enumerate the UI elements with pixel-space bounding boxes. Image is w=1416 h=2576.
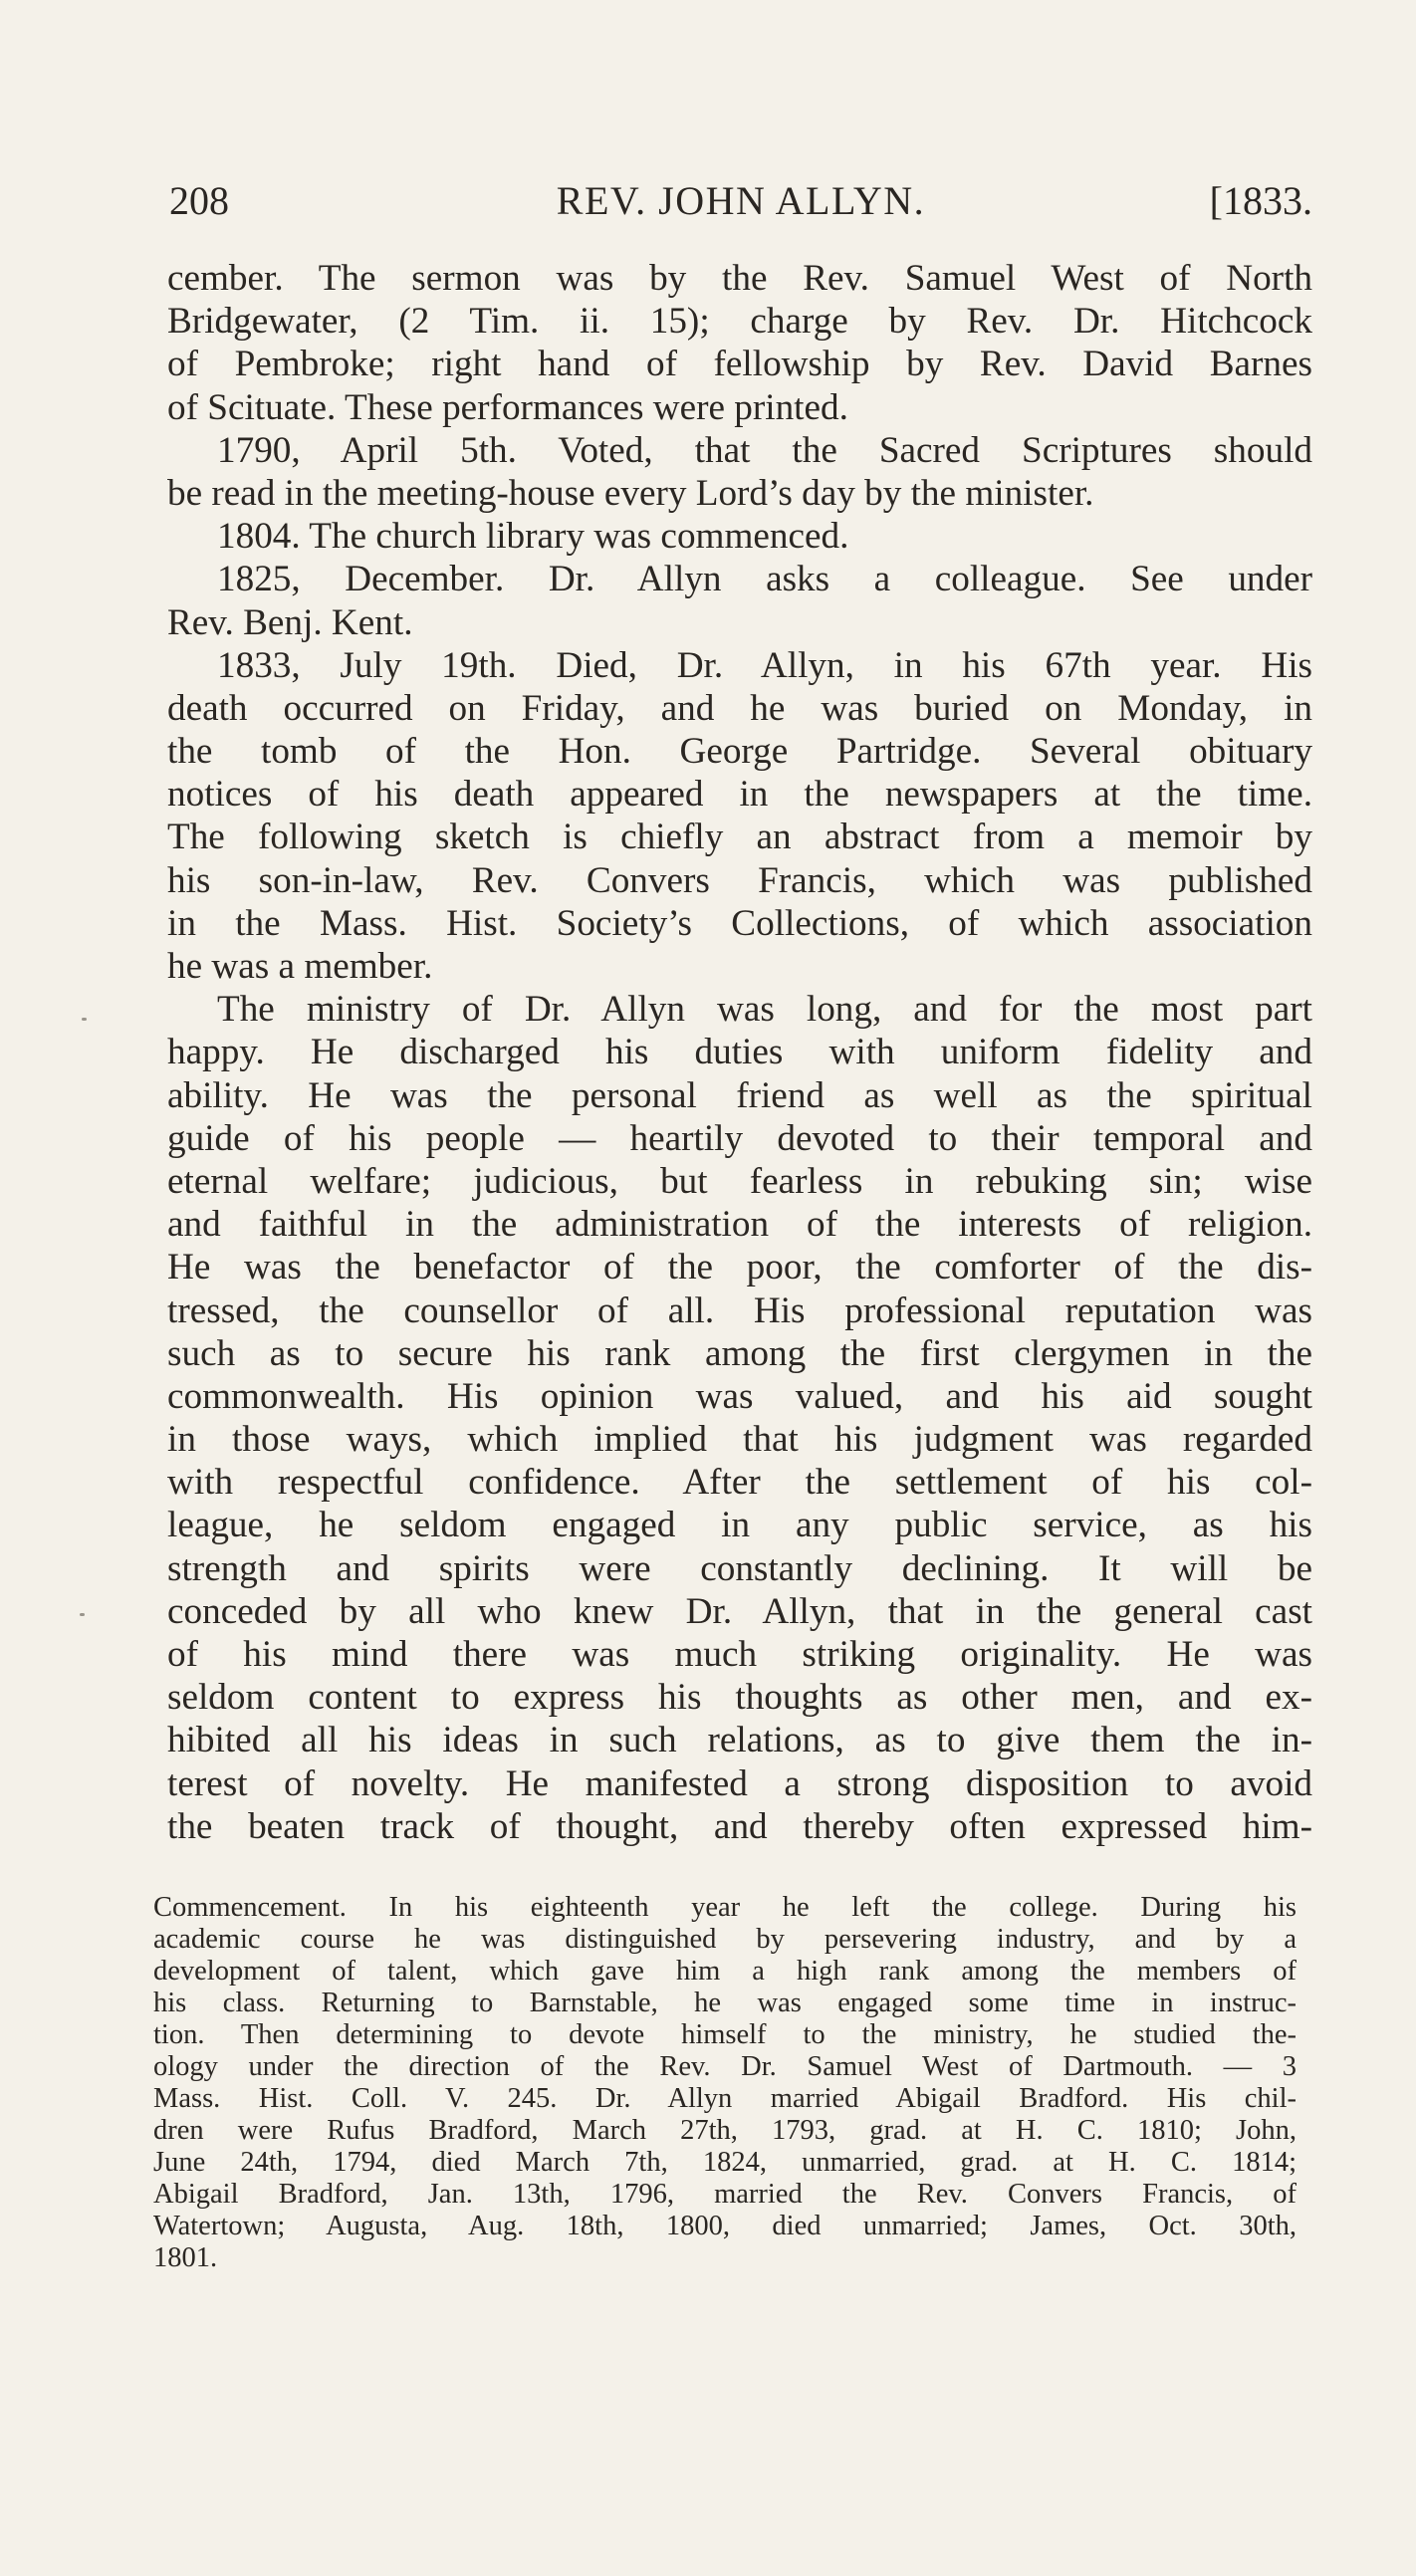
- footnote-line: tion. Then determining to devote himself to the ministry, he studied the-: [153, 2019, 1297, 2050]
- footnote-line: dren were Rufus Bradford, March 27th, 1793, grad. at H. C. 1810; John,: [153, 2115, 1297, 2146]
- text-line: of Pembroke; right hand of fellowship by Rev. David Barnes: [167, 344, 1312, 385]
- text-line: league, he seldom engaged in any public service, as his: [167, 1505, 1312, 1546]
- text-line: cember. The sermon was by the Rev. Samuel West of North: [167, 258, 1312, 299]
- body-text: [167, 257, 1312, 1848]
- text-line: The ministry of Dr. Allyn was long, and for the most part: [217, 989, 1312, 1031]
- text-line: tressed, the counsellor of all. His professional reputation was: [167, 1289, 1312, 1331]
- text-line: terest of novelty. He manifested a strong disposition to avoid: [167, 1762, 1312, 1804]
- text-line: the tomb of the Hon. George Partridge. Several obituary: [167, 731, 1312, 773]
- text-line: such as to secure his rank among the first clergymen in the: [167, 1332, 1312, 1374]
- text-line: strength and spirits were constantly declining. It will be: [167, 1547, 1312, 1589]
- text-line: of Scituate. These performances were printed.: [167, 386, 848, 428]
- text-line: and faithful in the administration of the interests of religion.: [167, 1204, 1312, 1246]
- text-line: with respectful confidence. After the settlement of his col-: [167, 1462, 1312, 1504]
- text-line: Rev. Benj. Kent.: [167, 601, 413, 643]
- text-line: guide of his people — heartily devoted to their temporal and: [167, 1117, 1312, 1159]
- footnote-line: Watertown; Augusta, Aug. 18th, 1800, died unmarried; James, Oct. 30th,: [153, 2211, 1297, 2241]
- text-line: death occurred on Friday, and he was buried on Monday, in: [167, 687, 1312, 729]
- running-title: REV. JOHN ALLYN.: [556, 178, 926, 223]
- paper-speck: [80, 1613, 85, 1616]
- footnote-line: Abigail Bradford, Jan. 13th, 1796, married the Rev. Convers Francis, of: [153, 2179, 1297, 2210]
- text-line: commonwealth. His opinion was valued, and his aid sought: [167, 1375, 1312, 1417]
- text-line: The following sketch is chiefly an abstract from a memoir by: [167, 817, 1312, 858]
- text-line: notices of his death appeared in the newspapers at the time.: [167, 774, 1312, 816]
- text-line: eternal welfare; judicious, but fearless in rebuking sin; wise: [167, 1160, 1312, 1202]
- text-line: 1790, April 5th. Voted, that the Sacred Scriptures should: [217, 429, 1312, 471]
- footnote-line: academic course he was distinguished by persevering industry, and by a: [153, 1924, 1297, 1955]
- paper-speck: [82, 1018, 87, 1021]
- text-line: of his mind there was much striking originality. He was: [167, 1634, 1312, 1675]
- footnote-line: June 24th, 1794, died March 7th, 1824, unmarried, grad. at H. C. 1814;: [153, 2147, 1297, 2178]
- text-line: 1825, December. Dr. Allyn asks a colleague. See under: [217, 559, 1312, 600]
- text-line: his son-in-law, Rev. Convers Francis, which was published: [167, 859, 1312, 901]
- text-line: he was a member.: [167, 946, 433, 987]
- footnote-block: [153, 1892, 1297, 2274]
- text-line: 1833, July 19th. Died, Dr. Allyn, in his 67th year. His: [217, 644, 1312, 686]
- footnote-line: Commencement. In his eighteenth year he left the college. During his: [153, 1892, 1297, 1923]
- text-line: in the Mass. Hist. Society’s Collections, of which association: [167, 902, 1312, 944]
- page-number: 208: [169, 178, 229, 223]
- footnote-line: Mass. Hist. Coll. V. 245. Dr. Allyn married Abigail Bradford. His chil-: [153, 2083, 1297, 2114]
- text-line: the beaten track of thought, and thereby often expressed him-: [167, 1805, 1312, 1847]
- text-line: seldom content to express his thoughts as other men, and ex-: [167, 1677, 1312, 1719]
- running-year: [1833.: [1209, 178, 1312, 223]
- text-line: be read in the meeting-house every Lord’s day by the minister.: [167, 472, 1094, 514]
- footnote-line: ology under the direction of the Rev. Dr. Samuel West of Dartmouth. — 3: [153, 2051, 1297, 2082]
- text-line: conceded by all who knew Dr. Allyn, that in the general cast: [167, 1590, 1312, 1632]
- footnote-line: 1801.: [153, 2242, 218, 2273]
- text-line: Bridgewater, (2 Tim. ii. 15); charge by Rev. Dr. Hitchcock: [167, 301, 1312, 343]
- text-line: hibited all his ideas in such relations, as to give them the in-: [167, 1720, 1312, 1761]
- text-line: happy. He discharged his duties with uniform fidelity and: [167, 1032, 1312, 1073]
- text-line: 1804. The church library was commenced.: [217, 516, 849, 558]
- footnote-line: development of talent, which gave him a high rank among the members of: [153, 1956, 1297, 1987]
- text-line: He was the benefactor of the poor, the comforter of the dis-: [167, 1247, 1312, 1288]
- text-line: in those ways, which implied that his judgment was regarded: [167, 1419, 1312, 1461]
- text-line: ability. He was the personal friend as well as the spiritual: [167, 1074, 1312, 1116]
- footnote-line: his class. Returning to Barnstable, he was engaged some time in instruc-: [153, 1988, 1297, 2018]
- running-head: [169, 177, 1312, 225]
